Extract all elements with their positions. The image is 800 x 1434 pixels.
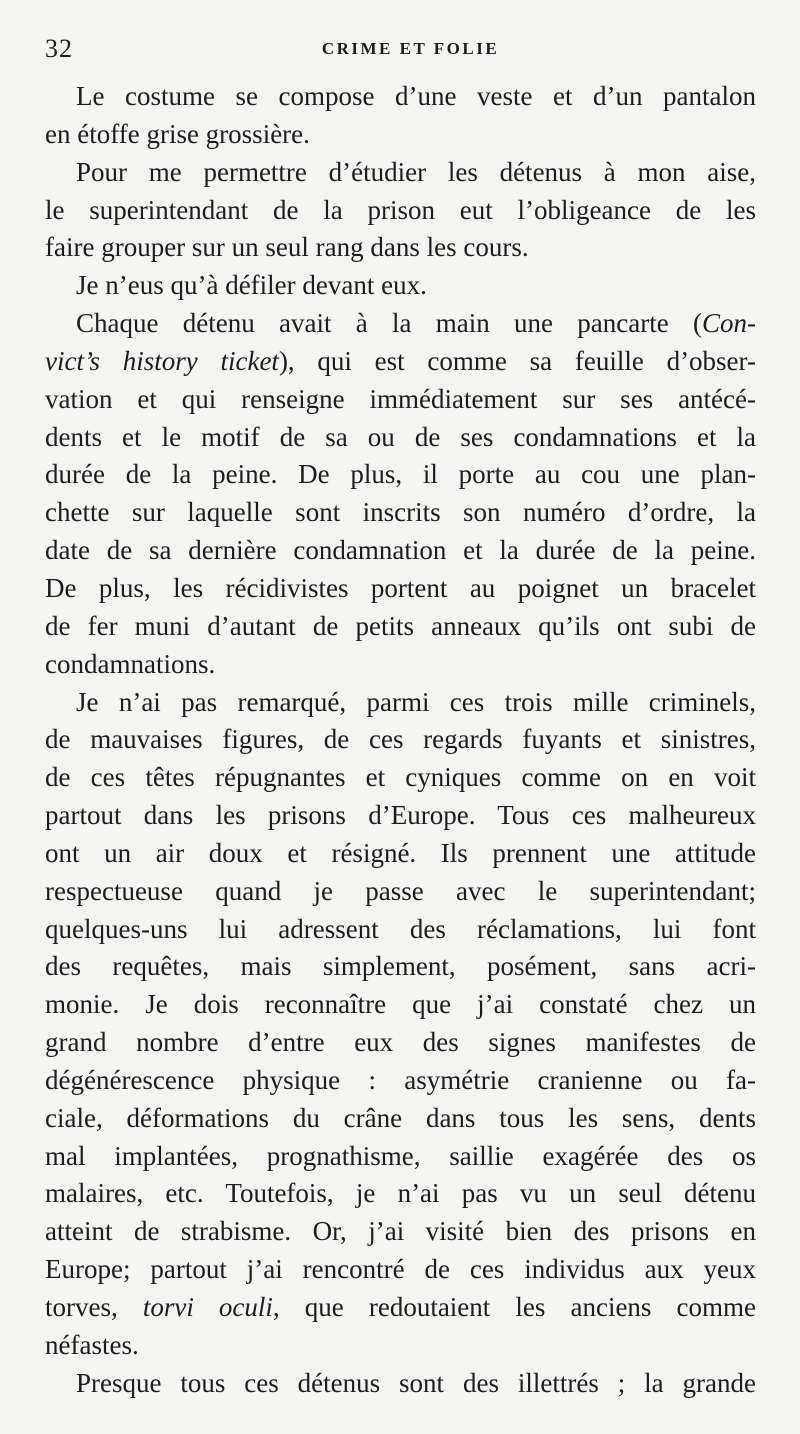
text-line: de mauvaises figures, de ces regards fuyants et sinistres, [45,724,756,755]
text-line: Pour me permettre d’étudier les détenus à mon aise, [76,156,756,187]
text-line: Je n’ai pas remarqué, parmi ces trois mille criminels, [76,686,756,717]
text-line: Je n’eus qu’à défiler devant eux. [76,270,427,301]
text-line: durée de la peine. De plus, il porte au cou une plan- [45,459,756,490]
text-line: quelques-uns lui adressent des réclamations, lui font [45,913,756,944]
text-line: faire grouper sur un seul rang dans les cours. [45,232,529,263]
text-line: des requêtes, mais simplement, posément, sans acri- [45,951,756,982]
text-line: monie. Je dois reconnaître que j’ai constaté chez un [45,989,756,1020]
text-segment: , que redoutaient les anciens comme [272,1292,757,1322]
text-segment: torves, [45,1292,143,1322]
text-line: de ces têtes répugnantes et cyniques comme on en voit [45,762,756,793]
page-header [45,34,756,74]
text-line: dents et le motif de sa ou de ses condamnations et la [45,421,756,452]
text-line: le superintendant de la prison eut l’obligeance de les [45,194,756,225]
text-line: partout dans les prisons d’Europe. Tous ces malheureux [45,800,756,831]
text-line: date de sa dernière condamnation et la durée de la peine. [45,535,756,566]
page-number: 32 [45,34,73,63]
text-line: malaires, etc. Toutefois, je n’ai pas vu un seul détenu [45,1178,756,1209]
text-line: en étoffe grise grossière. [45,118,310,149]
text-line: atteint de strabisme. Or, j’ai visité bien des prisons en [45,1216,756,1247]
running-title: CRIME ET FOLIE [321,39,500,58]
text-line: Le costume se compose d’une veste et d’un pantalon [76,81,756,111]
text-line: ont un air doux et résigné. Ils prennent une attitude [45,837,756,868]
text-line: respectueuse quand je passe avec le superintendant; [45,875,756,906]
text-line: mal implantées, prognathisme, saillie exagérée des os [45,1140,756,1171]
text-line: néfastes. [45,1329,139,1360]
text-line: dégénérescence physique : asymétrie cranienne ou fa- [45,1064,756,1095]
text-line: Europe; partout j’ai rencontré de ces individus aux yeux [45,1254,756,1285]
text-line: chette sur laquelle sont inscrits son numéro d’ordre, la [45,497,756,528]
text-line: De plus, les récidivistes portent au poignet un bracelet [45,572,756,603]
text-segment: vict’s history ticket [45,345,279,376]
text-line: condamnations. [45,648,216,679]
text-line: ciale, déformations du crâne dans tous les sens, dents [45,1102,756,1133]
text-line: de fer muni d’autant de petits anneaux qu’ils ont subi de [45,610,756,641]
text-segment: Chaque détenu avait à la main une pancarte ( [76,308,702,339]
text-line: grand nombre d’entre eux des signes manifestes de [45,1027,756,1058]
body-text [45,78,756,1403]
text-line [45,343,756,381]
text-segment: torvi oculi [142,1292,273,1322]
text-segment: ), qui est comme sa feuille d’obser- [278,345,756,376]
text-line [45,305,756,343]
text-line: Presque tous ces détenus sont des illettrés ; la grande [76,1367,756,1398]
text-line [45,1289,756,1327]
text-line: vation et qui renseigne immédiatement sur ses antécé- [45,383,756,414]
text-segment: Con- [702,308,756,339]
